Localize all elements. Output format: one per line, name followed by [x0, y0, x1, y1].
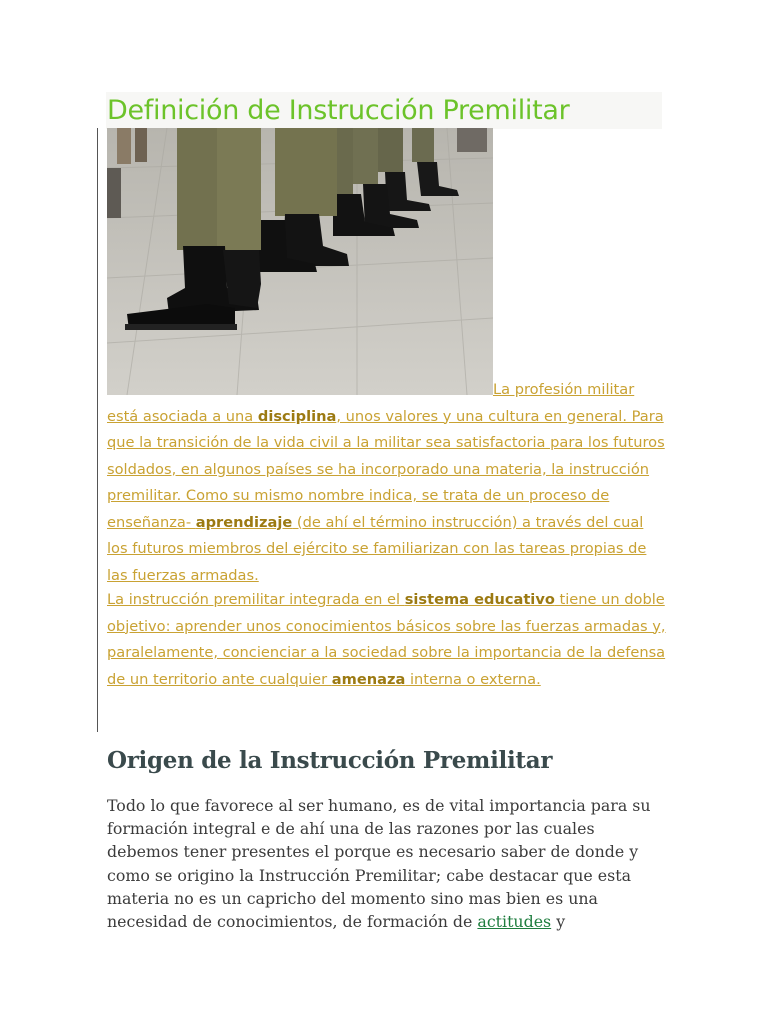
left-border-line [97, 128, 98, 732]
actitudes-link[interactable]: actitudes [477, 912, 552, 932]
boots-illustration [107, 128, 493, 395]
second-text-3: interna o externa. [405, 670, 541, 688]
keyword-sistema-educativo-link[interactable]: sistema educativo [404, 591, 555, 608]
origin-tail-text: y [551, 912, 566, 932]
soldier-boots-photo [107, 128, 493, 395]
second-text-1: La instrucción premilitar integrada en el [107, 591, 405, 608]
origin-body-text: Todo lo que favorece al ser humano, es de vital importancia para su formación integral e de ahí una de las razones por las cuales debemos tener presentes el porque es necesario saber de donde y como se origino la Instrucción Premilitar; cabe destacar que esta materia no es un capricho del momento sino mas bien es una necesidad de conocimientos, de formación de [107, 796, 651, 932]
second-paragraph [107, 587, 667, 693]
second-text-2: tiene un doble objetivo: aprender unos conocimientos básicos sobre las fuerzas armadas y, paralelamente, concienciar a la sociedad sobre la importancia de la defensa de un territorio ante cualquier [107, 591, 666, 688]
origin-paragraph [107, 794, 667, 933]
page-title: Definición de Instrucción Premilitar [107, 95, 570, 126]
keyword-disciplina-link[interactable]: disciplina [257, 407, 337, 425]
keyword-aprendizaje-link[interactable]: aprendizaje [195, 513, 293, 531]
intro-text-1: La profesión militar está asociada a una [107, 381, 635, 425]
intro-paragraph [107, 377, 667, 589]
intro-text-2: , unos valores y una cultura en general. Para que la transición de la vida civil a la militar sea satisfactoria para los futuros soldados, en algunos países se ha incorporado una materia, la instrucción premilitar. Como su mismo nombre indica, se trata de un proceso de enseñanza- [107, 407, 665, 531]
intro-text-3: (de ahí el término instrucción) a través del cual los futuros miembros del ejército se familiarizan con las tareas propias de las fuerzas armadas. [107, 513, 647, 584]
origin-heading: Origen de la Instrucción Premilitar [107, 747, 553, 774]
keyword-amenaza-link[interactable]: amenaza [331, 670, 406, 688]
